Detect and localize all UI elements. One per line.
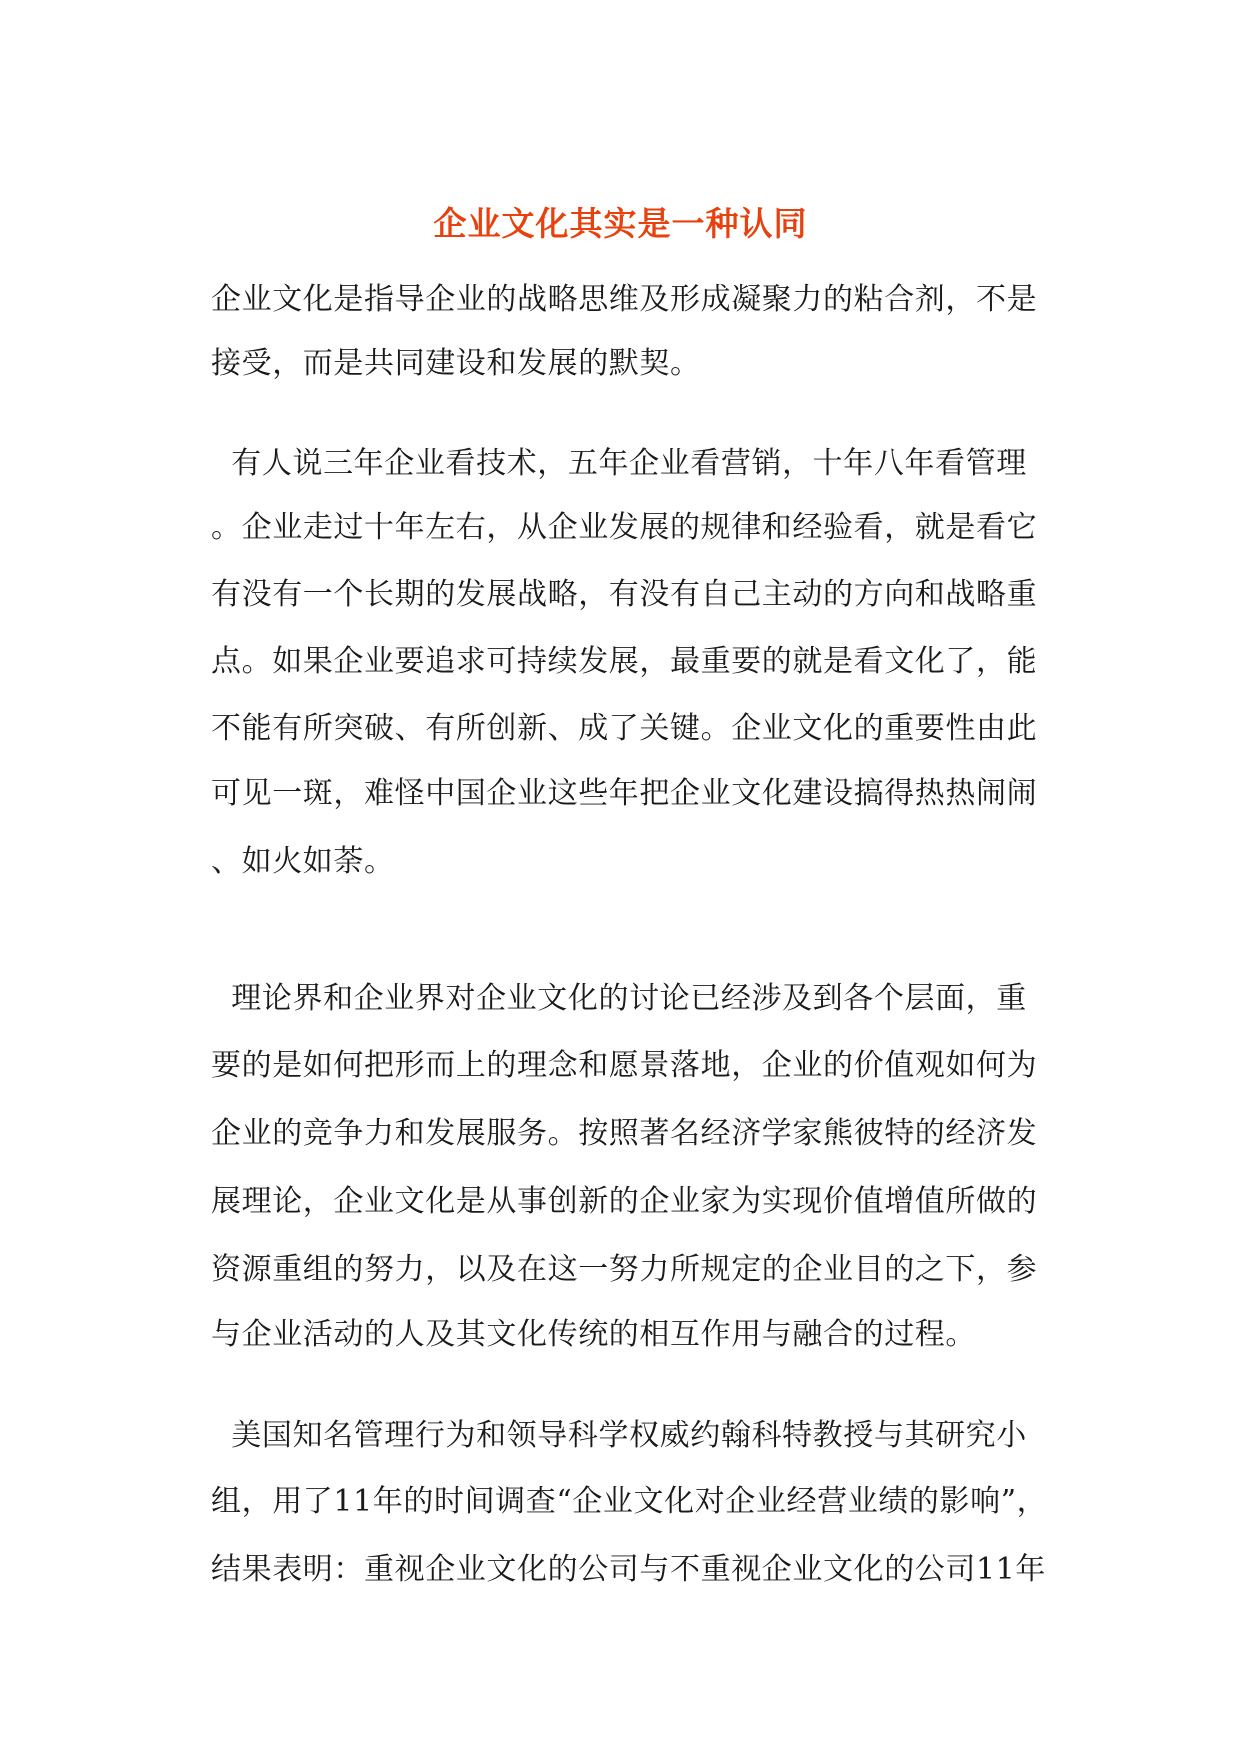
text-line: 不能有所突破、有所创新、成了关键。企业文化的重要性由此 <box>211 711 1038 746</box>
text-line: 美国知名管理行为和领导科学权威约翰科特教授与其研究小 <box>211 1418 1027 1453</box>
text-line: 与企业活动的人及其文化传统的相互作用与融合的过程。 <box>211 1317 976 1352</box>
text-line: 结果表明：重视企业文化的公司与不重视企业文化的公司11年 <box>211 1552 1046 1587</box>
text-line: 理论界和企业界对企业文化的讨论已经涉及到各个层面，重 <box>211 981 1027 1016</box>
text-line: 有没有一个长期的发展战略，有没有自己主动的方向和战略重 <box>211 577 1038 612</box>
text-line: 接受，而是共同建设和发展的默契。 <box>211 346 701 381</box>
text-line: 、如火如荼。 <box>211 844 395 879</box>
text-line: 有人说三年企业看技术，五年企业看营销，十年八年看管理 <box>211 446 1027 481</box>
text-line: 资源重组的努力，以及在这一努力所规定的企业目的之下，参 <box>211 1252 1038 1287</box>
text-line: 点。如果企业要追求可持续发展，最重要的就是看文化了，能 <box>211 644 1038 679</box>
text-line: 展理论，企业文化是从事创新的企业家为实现价值增值所做的 <box>211 1184 1038 1219</box>
text-line: 可见一斑，难怪中国企业这些年把企业文化建设搞得热热闹闹 <box>211 776 1038 811</box>
text-line: 。企业走过十年左右，从企业发展的规律和经验看，就是看它 <box>211 510 1038 545</box>
text-line: 要的是如何把形而上的理念和愿景落地，企业的价值观如何为 <box>211 1048 1038 1083</box>
text-line: 企业文化是指导企业的战略思维及形成凝聚力的粘合剂，不是 <box>211 282 1038 317</box>
text-line: 企业的竞争力和发展服务。按照著名经济学家熊彼特的经济发 <box>211 1116 1038 1151</box>
text-line: 组，用了11年的时间调查“企业文化对企业经营业绩的影响”， <box>211 1484 1048 1519</box>
document-title: 企业文化其实是一种认同 <box>433 204 808 243</box>
